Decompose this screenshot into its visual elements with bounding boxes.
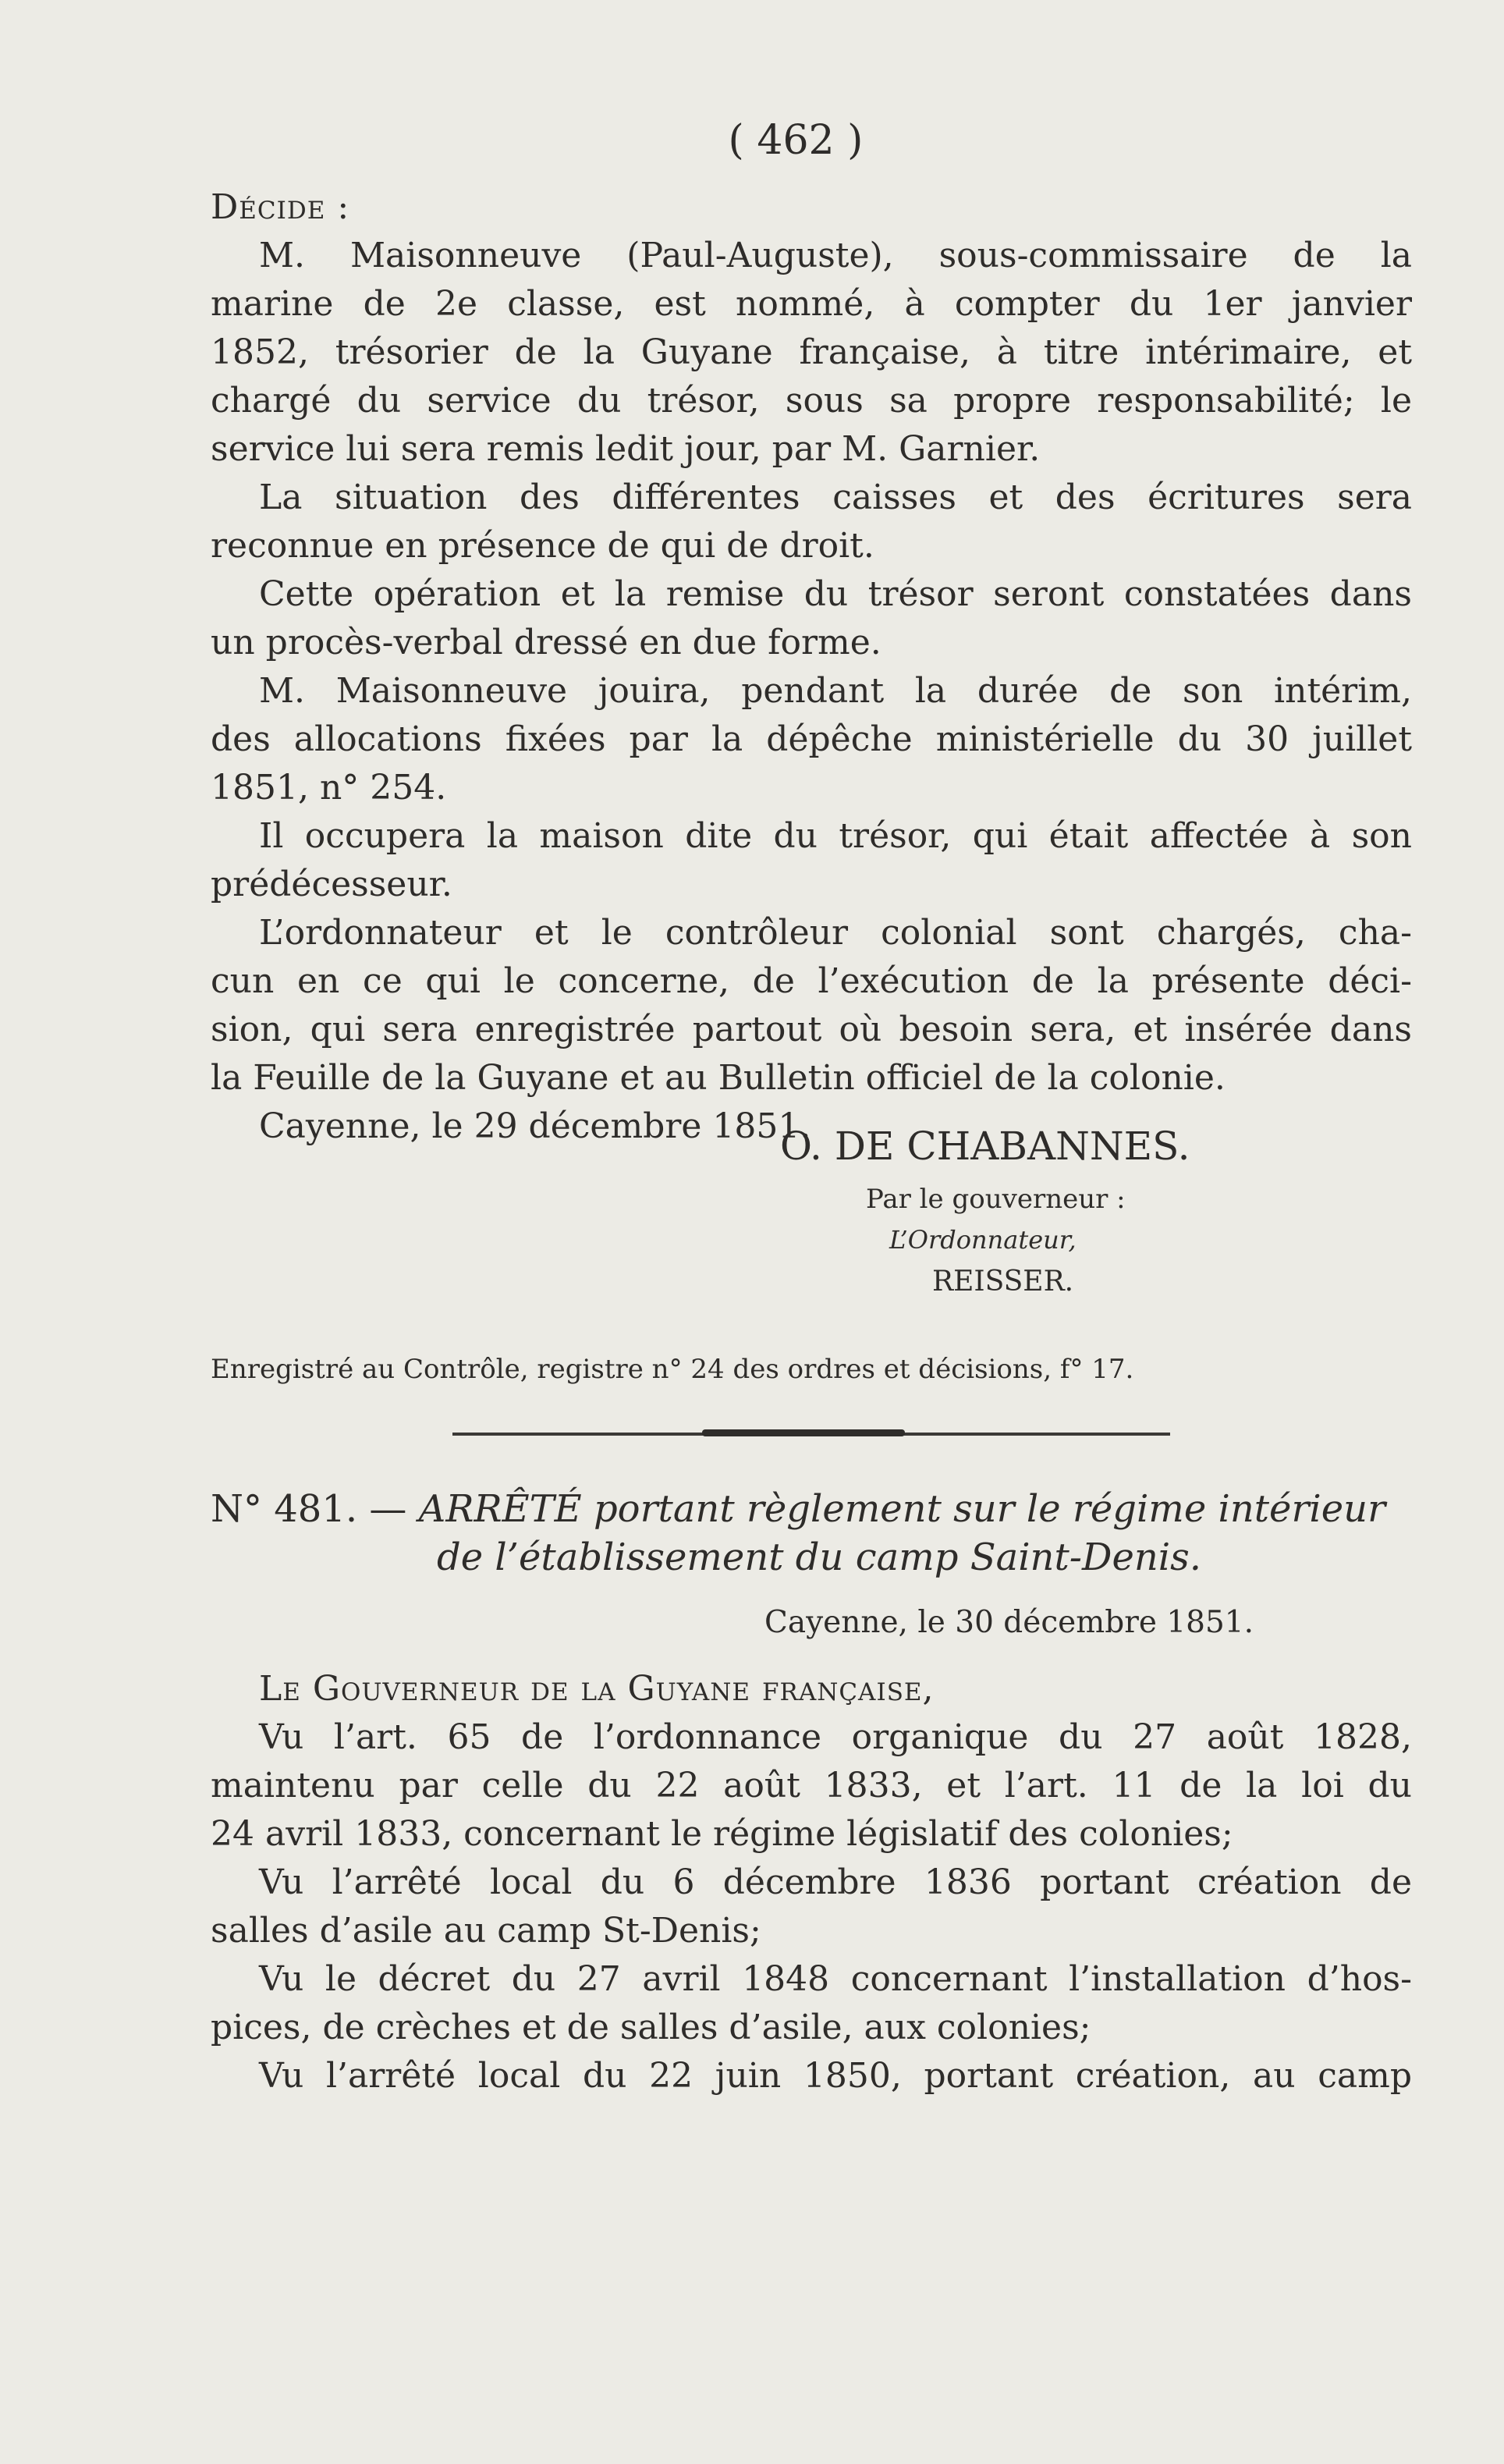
- page-number: ( 462 ): [728, 117, 864, 164]
- text-line: 1852, trésorier de la Guyane française, à titre intérimaire, et: [211, 332, 1412, 372]
- par-le-gouverneur: Par le gouverneur :: [866, 1184, 1126, 1215]
- text-line: M. Maisonneuve (Paul-Auguste), sous-commissaire de la: [259, 236, 1412, 275]
- text-line: reconnue en présence de qui de droit.: [211, 526, 874, 566]
- text-line: Vu l’arrêté local du 22 juin 1850, portant création, au camp: [259, 2056, 1412, 2096]
- section-divider-accent: [702, 1429, 905, 1436]
- text-line: cun en ce qui le concerne, de l’exécution de la présente déci-: [211, 961, 1412, 1001]
- arrete-title-1: ARRÊTÉ portant règlement sur le régime intérieur: [418, 1487, 1386, 1531]
- decision-block: [211, 183, 1412, 1151]
- text-line: 24 avril 1833, concernant le régime législatif des colonies;: [211, 1814, 1233, 1854]
- text-line: marine de 2e classe, est nommé, à compter du 1er janvier: [211, 284, 1412, 324]
- reisser-name: REISSER.: [932, 1266, 1074, 1298]
- text-line: L’ordonnateur et le contrôleur colonial sont chargés, cha-: [259, 913, 1412, 953]
- text-line: La situation des différentes caisses et des écritures sera: [259, 478, 1412, 517]
- decision-heading: Décide :: [211, 187, 350, 227]
- text-line: sion, qui sera enregistrée partout où besoin sera, et insérée dans: [211, 1010, 1412, 1049]
- arrete-title-2: de l’établissement du camp Saint-Denis.: [437, 1536, 1202, 1579]
- text-line: Vu l’art. 65 de l’ordonnance organique du 27 août 1828,: [259, 1717, 1412, 1757]
- arrete-title-line-1: [211, 1487, 1412, 1531]
- text-line: 1851, n° 254.: [211, 768, 447, 808]
- arrete-number: N° 481. —: [211, 1487, 407, 1531]
- text-line: prédécesseur.: [211, 865, 452, 904]
- text-line: M. Maisonneuve jouira, pendant la durée de son intérim,: [259, 671, 1412, 711]
- text-line: service lui sera remis ledit jour, par M. Garnier.: [211, 429, 1041, 469]
- arrete-date: Cayenne, le 30 décembre 1851.: [764, 1605, 1254, 1640]
- text-line: Cette opération et la remise du trésor seront constatées dans: [259, 574, 1412, 614]
- text-line: salles d’asile au camp St-Denis;: [211, 1911, 761, 1951]
- text-line: Il occupera la maison dite du trésor, qui était affectée à son: [259, 816, 1412, 856]
- signatory-name: O. DE CHABANNES.: [780, 1124, 1190, 1169]
- text-line: la Feuille de la Guyane et au Bulletin officiel de la colonie.: [211, 1058, 1226, 1098]
- ordonnateur-label: L’Ordonnateur,: [889, 1225, 1077, 1255]
- authority-line: Le Gouverneur de la Guyane française,: [259, 1669, 935, 1709]
- arrete-block: [211, 1665, 1412, 2100]
- text-line: maintenu par celle du 22 août 1833, et l’art. 11 de la loi du: [211, 1766, 1412, 1805]
- text-line: Vu l’arrêté local du 6 décembre 1836 portant création de: [259, 1862, 1412, 1902]
- text-line: un procès-verbal dressé en due forme.: [211, 623, 881, 662]
- text-line: Vu le décret du 27 avril 1848 concernant l’installation d’hos-: [259, 1959, 1412, 1999]
- registration-note: Enregistré au Contrôle, registre n° 24 des ordres et décisions, f° 17.: [211, 1354, 1134, 1385]
- text-line: pices, de crèches et de salles d’asile, aux colonies;: [211, 2008, 1091, 2047]
- text-line: chargé du service du trésor, sous sa propre responsabilité; le: [211, 381, 1412, 421]
- text-line: Cayenne, le 29 décembre 1851.: [259, 1106, 811, 1146]
- text-line: des allocations fixées par la dépêche ministérielle du 30 juillet: [211, 719, 1412, 759]
